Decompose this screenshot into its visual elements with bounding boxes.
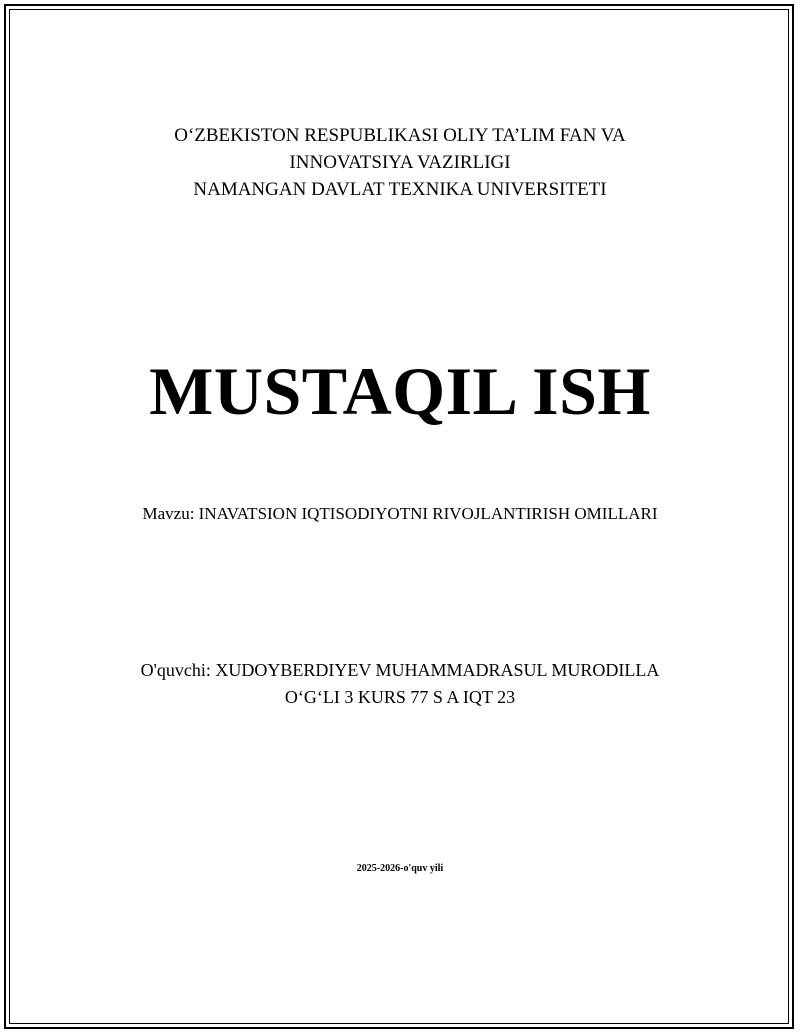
header-line-university: NAMANGAN DAVLAT TEXNIKA UNIVERSITETI (193, 179, 607, 200)
document-title: MUSTAQIL ISH (149, 353, 651, 429)
ministry-header (0, 122, 800, 203)
header-line-ministry: O‘ZBEKISTON RESPUBLIKASI OLIY TA’LIM FAN VA (174, 125, 626, 146)
student-info (0, 657, 800, 711)
student-line-group: O‘G‘LI 3 KURS 77 S A IQT 23 (284, 687, 516, 707)
student-line-name: O'quvchi: XUDOYBERDIYEV MUHAMMADRASUL MURODILLA (140, 660, 660, 680)
topic-line: Mavzu: INAVATSION IQTISODIYOTNI RIVOJLANTIRISH OMILLARI (142, 504, 658, 523)
header-line-ministry-cont: INNOVATSIYA VAZIRLIGI (289, 152, 511, 173)
academic-year: 2025-2026-o'quv yili (356, 863, 444, 874)
